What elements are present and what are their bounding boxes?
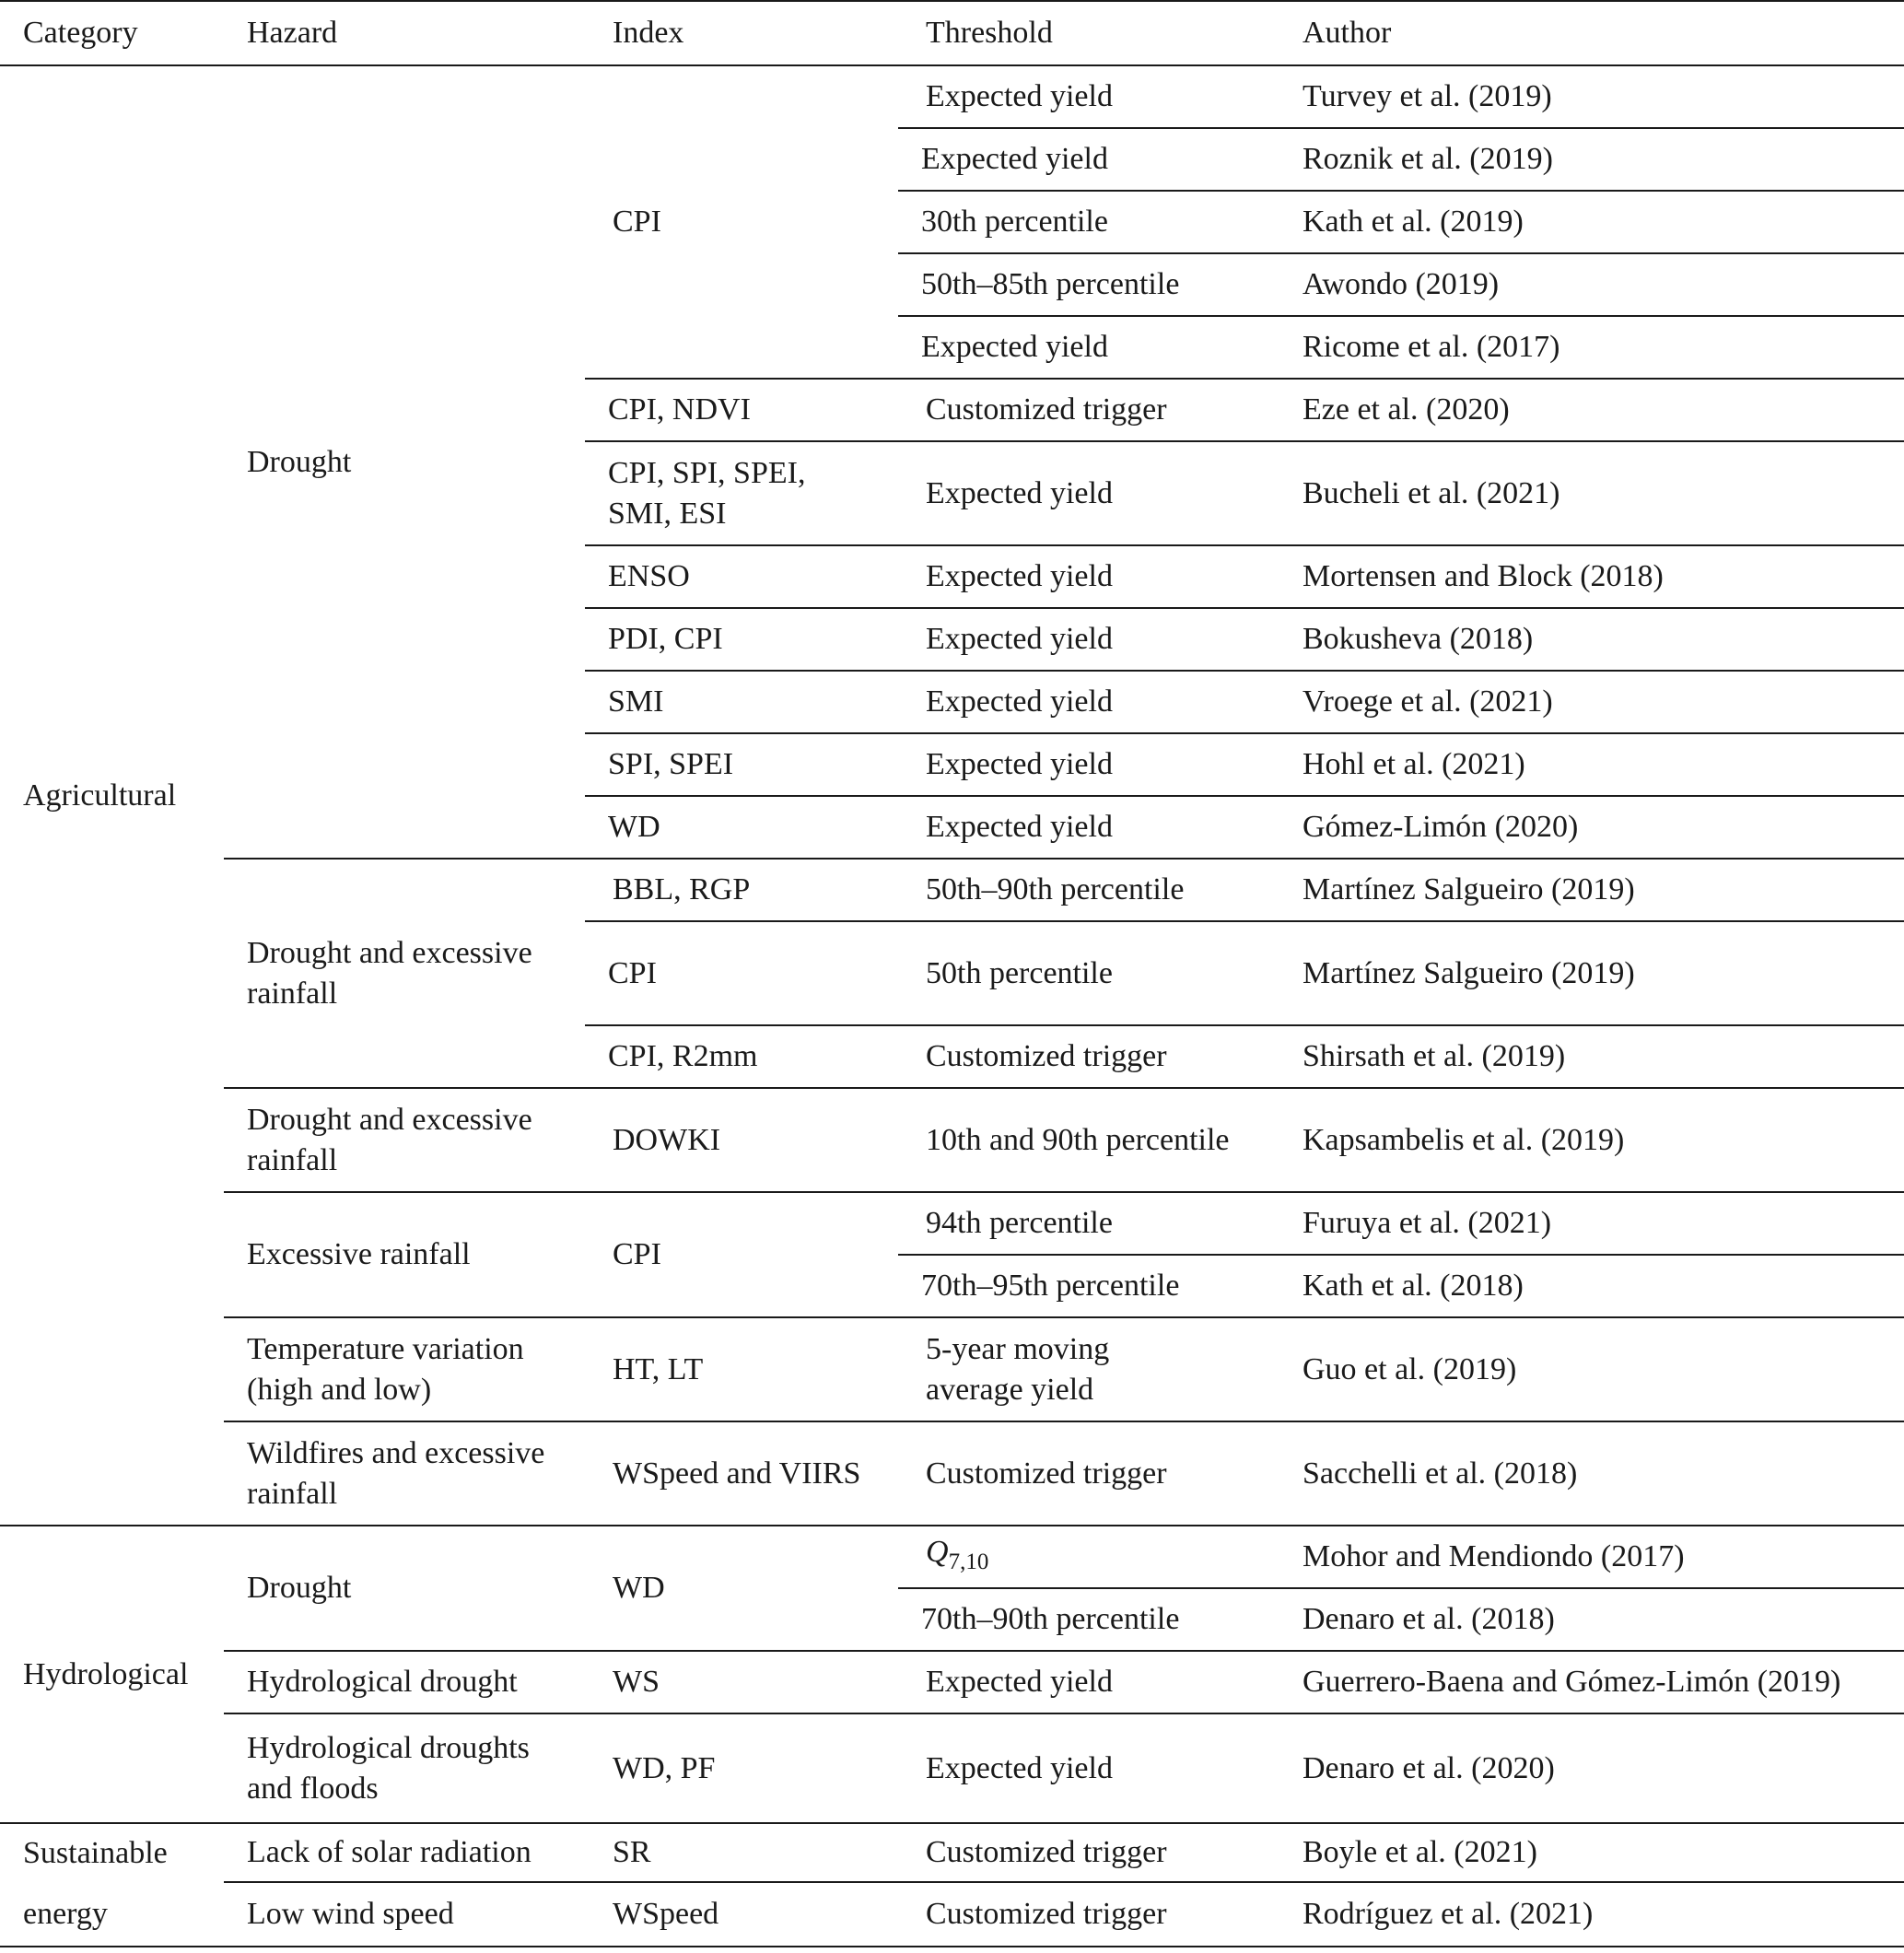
author-cell: Furuya et al. (2021) [1271,1192,1904,1255]
table-row [0,1823,1904,1882]
author-cell: Guo et al. (2019) [1271,1317,1904,1421]
threshold-symbol: Q [926,1534,949,1569]
hazard-cell: Excessive rainfall [224,1192,585,1317]
threshold-cell: Expected yield [898,608,1271,671]
author-cell: Mortensen and Block (2018) [1271,545,1904,608]
threshold-cell: 94th percentile [898,1192,1271,1255]
author-cell: Turvey et al. (2019) [1271,65,1904,128]
threshold-cell: 50th percentile [898,921,1271,1025]
hazard-cell: Low wind speed [224,1882,585,1947]
hazard-line: Temperature variation [247,1331,524,1366]
threshold-cell: 30th percentile [898,191,1271,253]
column-header: Threshold [898,1,1271,65]
author-cell: Denaro et al. (2018) [1271,1588,1904,1651]
threshold-cell: 10th and 90th percentile [898,1088,1271,1192]
threshold-cell: Expected yield [898,441,1271,545]
index-cell: CPI [585,1192,898,1317]
hazard-line: rainfall [247,976,338,1011]
hazard-line: Hydrological droughts [247,1730,530,1765]
author-cell: Kath et al. (2018) [1271,1255,1904,1317]
threshold-subscript: 7,10 [948,1549,989,1574]
hazard-line: (high and low) [247,1372,432,1407]
hazard-cell [224,1317,585,1421]
hazard-cell: Hydrological drought [224,1651,585,1713]
index-cell: CPI [585,921,898,1025]
author-cell: Martínez Salgueiro (2019) [1271,921,1904,1025]
threshold-cell: Expected yield [898,796,1271,859]
index-cell: SPI, SPEI [585,733,898,796]
author-cell: Rodríguez et al. (2021) [1271,1882,1904,1947]
index-cell: WS [585,1651,898,1713]
author-cell: Sacchelli et al. (2018) [1271,1421,1904,1526]
index-cell: ENSO [585,545,898,608]
column-header: Author [1271,1,1904,65]
threshold-cell: Customized trigger [898,1421,1271,1526]
index-cell: BBL, RGP [585,859,898,921]
index-cell: WD [585,1526,898,1651]
hazard-cell: Lack of solar radiation [224,1823,585,1882]
hazard-line: and floods [247,1771,379,1806]
hazard-cell [224,859,585,1088]
threshold-line: average yield [926,1372,1094,1407]
threshold-cell: Expected yield [898,1651,1271,1713]
author-cell: Roznik et al. (2019) [1271,128,1904,191]
index-cell: HT, LT [585,1317,898,1421]
category-cell: Agricultural [0,65,224,1526]
threshold-cell: Expected yield [898,1713,1271,1823]
threshold-cell: Expected yield [898,545,1271,608]
column-header: Hazard [224,1,585,65]
index-line: SMI, ESI [608,496,727,531]
hazard-line: Drought and excessive [247,1102,532,1137]
index-cell: CPI, R2mm [585,1025,898,1088]
threshold-line: 5-year moving [926,1331,1110,1366]
threshold-cell [898,1526,1271,1588]
author-cell: Denaro et al. (2020) [1271,1713,1904,1823]
author-cell: Kapsambelis et al. (2019) [1271,1088,1904,1192]
index-cell: DOWKI [585,1088,898,1192]
threshold-cell: 50th–85th percentile [898,253,1271,316]
author-cell: Mohor and Mendiondo (2017) [1271,1526,1904,1588]
category-cell: Hydrological [0,1526,224,1823]
table-row [0,1088,1904,1192]
author-cell: Awondo (2019) [1271,253,1904,316]
table-row [0,1526,1904,1588]
author-cell: Bucheli et al. (2021) [1271,441,1904,545]
threshold-cell: Expected yield [898,65,1271,128]
table-row [0,1192,1904,1255]
author-cell: Martínez Salgueiro (2019) [1271,859,1904,921]
author-cell: Vroege et al. (2021) [1271,671,1904,733]
author-cell: Gómez-Limón (2020) [1271,796,1904,859]
index-cell: SMI [585,671,898,733]
hazard-line: rainfall [247,1476,338,1511]
threshold-cell [898,1317,1271,1421]
index-cell: PDI, CPI [585,608,898,671]
table-row [0,1882,1904,1947]
threshold-cell: Customized trigger [898,1823,1271,1882]
table-row [0,859,1904,921]
table-row [0,1713,1904,1823]
hazard-cell [224,1088,585,1192]
index-cell: CPI [585,65,898,379]
hazard-line: Drought and excessive [247,935,532,970]
author-cell: Kath et al. (2019) [1271,191,1904,253]
threshold-cell: Expected yield [898,316,1271,379]
author-cell: Shirsath et al. (2019) [1271,1025,1904,1088]
index-cell: WSpeed and VIIRS [585,1421,898,1526]
index-cell: WD, PF [585,1713,898,1823]
threshold-cell: Customized trigger [898,1882,1271,1947]
author-cell: Bokusheva (2018) [1271,608,1904,671]
author-cell: Ricome et al. (2017) [1271,316,1904,379]
table-row [0,1651,1904,1713]
author-cell: Guerrero-Baena and Gómez-Limón (2019) [1271,1651,1904,1713]
table-header-row [0,1,1904,65]
hazard-cell [224,1713,585,1823]
hazard-cell [224,1421,585,1526]
index-cell: WSpeed [585,1882,898,1947]
author-cell: Eze et al. (2020) [1271,379,1904,441]
hazard-line: Wildfires and excessive [247,1435,545,1470]
author-cell: Hohl et al. (2021) [1271,733,1904,796]
index-cell: WD [585,796,898,859]
column-header: Index [585,1,898,65]
category-cell: energy [0,1882,224,1947]
column-header: Category [0,1,224,65]
index-line: CPI, SPI, SPEI, [608,455,806,490]
threshold-cell: Expected yield [898,733,1271,796]
index-cell: CPI, NDVI [585,379,898,441]
category-cell: Sustainable [23,1835,168,1870]
index-cell: SR [585,1823,898,1882]
table-row [0,65,1904,128]
threshold-cell: Expected yield [898,671,1271,733]
threshold-cell: 70th–95th percentile [898,1255,1271,1317]
threshold-cell: Customized trigger [898,379,1271,441]
hazard-line: rainfall [247,1142,338,1177]
threshold-cell: 50th–90th percentile [898,859,1271,921]
threshold-cell: 70th–90th percentile [898,1588,1271,1651]
table-row [0,1317,1904,1421]
hazard-cell: Drought [224,1526,585,1651]
threshold-cell: Expected yield [898,128,1271,191]
table-row [0,1421,1904,1526]
author-cell: Boyle et al. (2021) [1271,1823,1904,1882]
index-cell [585,441,898,545]
threshold-cell: Customized trigger [898,1025,1271,1088]
hazard-cell: Drought [224,65,585,859]
